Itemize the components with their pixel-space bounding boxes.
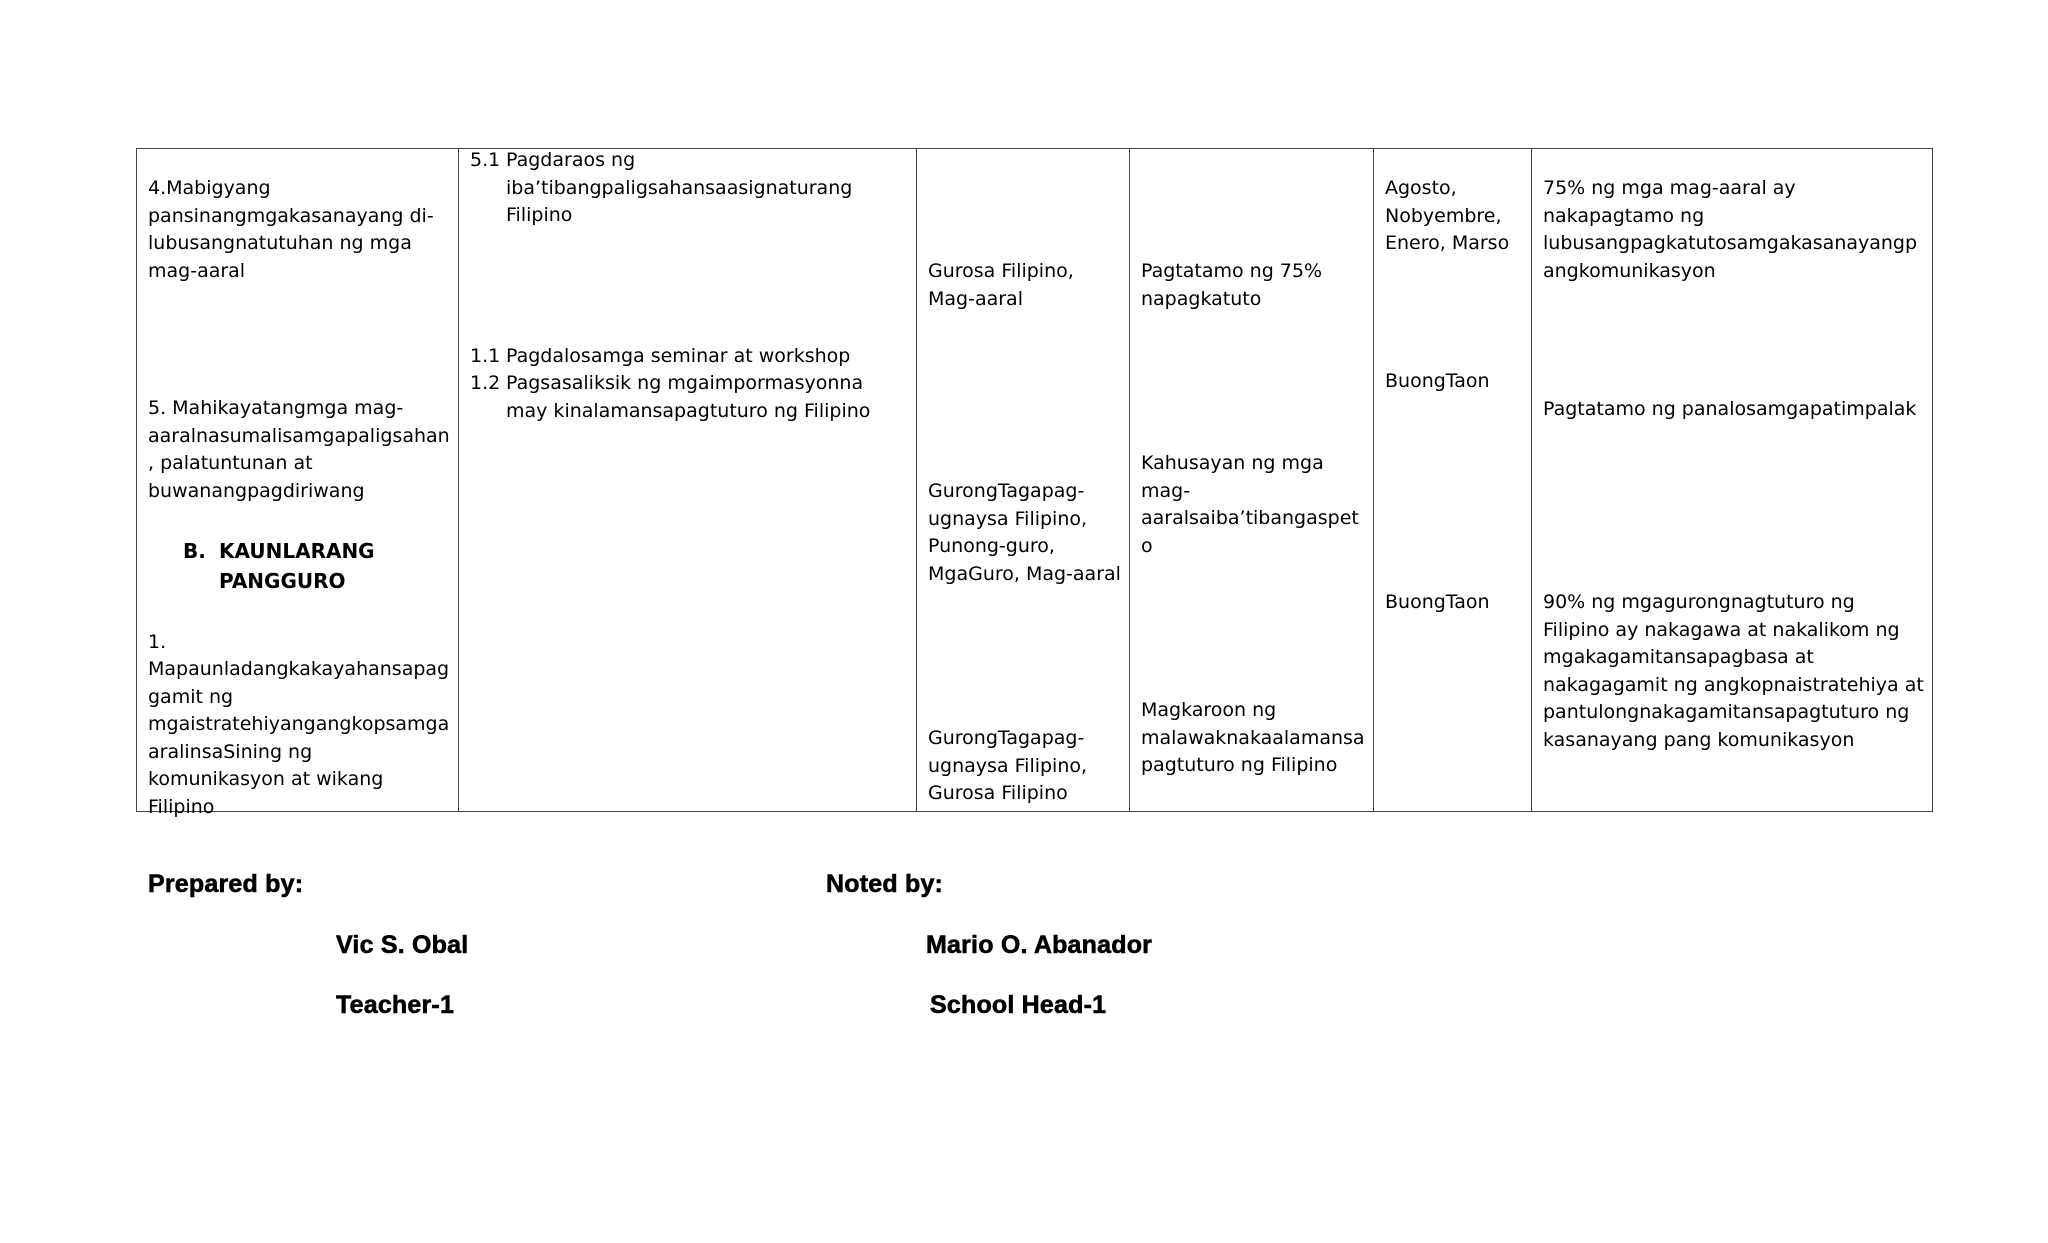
prepared-by-label: Prepared by: bbox=[148, 870, 304, 898]
time-frame-b: BuongTaon bbox=[1385, 370, 1490, 392]
persons-involved-a: Gurosa Filipino, Mag-aaral bbox=[928, 260, 1074, 310]
time-frame-c: BuongTaon bbox=[1385, 591, 1490, 613]
objectives-cell bbox=[137, 149, 459, 818]
success-indicator-c: 90% ng mgagurongnagtuturo ng Filipino ay nakagawa at nakalikom ng mgakagamitansapagbasa at nakagagamit ng angkopnaistratehiya at pantulongnakagamitansapagtuturo ng kasanayang pang komunikasyon bbox=[1543, 591, 1924, 751]
expected-output-a: Pagtatamo ng 75% napagkatuto bbox=[1141, 260, 1323, 310]
activity-1-2 bbox=[470, 370, 910, 425]
section-heading bbox=[183, 536, 389, 596]
activity-text: Pagdalosamga seminar at workshop bbox=[506, 345, 851, 367]
noted-by-title: School Head-1 bbox=[930, 991, 1107, 1019]
persons-involved-cell bbox=[917, 149, 1130, 812]
success-indicator-b: Pagtatamo ng panalosamgapatimpalak bbox=[1543, 398, 1917, 420]
objective-4: 4.Mabigyang pansinangmgakasanayang di-lubusangnatutuhan ng mga mag-aaral bbox=[148, 177, 434, 282]
activity-text: Pagsasaliksik ng mgaimpormasyonna may kinalamansapagtuturo ng Filipino bbox=[506, 372, 871, 422]
noted-by-label: Noted by: bbox=[826, 870, 944, 898]
activity-1-1 bbox=[470, 343, 910, 371]
expected-output-c: Magkaroon ng malawaknakaalamansa pagtuturo ng Filipino bbox=[1141, 699, 1365, 776]
activity-text: Pagdaraos ng iba’tibangpaligsahansaasignaturang Filipino bbox=[506, 149, 853, 226]
section-title: KAUNLARANG PANGGURO bbox=[219, 539, 375, 593]
activity-5-1 bbox=[470, 147, 910, 230]
prepared-by-title: Teacher-1 bbox=[336, 991, 455, 1019]
activity-number: 5.1 bbox=[470, 149, 501, 171]
expected-output-cell bbox=[1130, 149, 1374, 812]
prepared-by-name: Vic S. Obal bbox=[336, 931, 469, 959]
success-indicator-a: 75% ng mga mag-aaral ay nakapagtamo ng lubusangpagkatutosamgakasanayangpangkomunikasyon bbox=[1543, 177, 1918, 282]
objective-1-number: 1. bbox=[148, 631, 167, 653]
action-plan-table bbox=[136, 148, 1933, 818]
persons-involved-c: GurongTagapag-ugnaysa Filipino, Gurosa Filipino bbox=[928, 727, 1088, 804]
objective-5: 5. Mahikayatangmga mag-aaralnasumalisamgapaligsahan, palatuntunan at buwanangpagdiriwang bbox=[148, 397, 450, 502]
time-frame-a: Agosto, Nobyembre, Enero, Marso bbox=[1385, 177, 1510, 254]
activity-number: 1.2 bbox=[470, 372, 501, 394]
noted-by-name: Mario O. Abanador bbox=[926, 931, 1153, 959]
activities-cell bbox=[459, 149, 917, 812]
expected-output-b: Kahusayan ng mga mag-aaralsaiba’tibangaspeto bbox=[1141, 452, 1359, 557]
time-frame-cell bbox=[1374, 149, 1532, 812]
activity-number: 1.1 bbox=[470, 345, 501, 367]
table-row bbox=[137, 149, 1933, 812]
objective-1: Mapaunladangkakayahansapaggamit ng mgaistratehiyangangkopsamgaaralinsaSining ng komunikasyon at wikang Filipino bbox=[148, 658, 450, 818]
section-letter: B. bbox=[183, 539, 206, 563]
persons-involved-b: GurongTagapag-ugnaysa Filipino, Punong-guro, MgaGuro, Mag-aaral bbox=[928, 480, 1121, 585]
success-indicator-cell bbox=[1532, 149, 1933, 812]
